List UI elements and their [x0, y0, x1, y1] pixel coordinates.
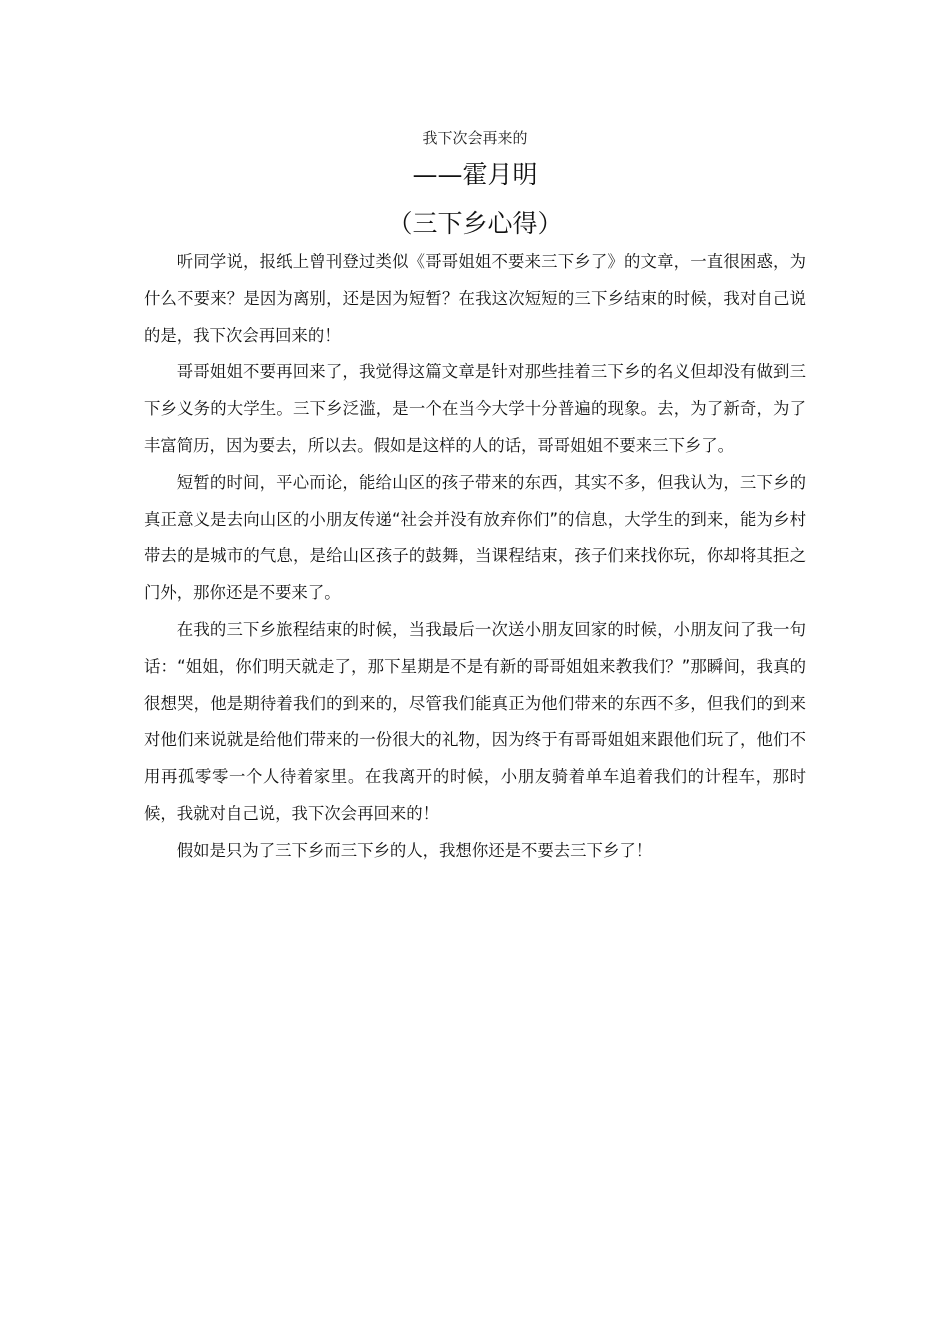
paragraph-4: 在我的三下乡旅程结束的时候，当我最后一次送小朋友回家的时候，小朋友问了我一句话：“姐姐，你们明天就走了，那下星期是不是有新的哥哥姐姐来教我们？”那瞬间，我真的很想哭，他是期待着我们的到来的，尽管我们能真正为他们带来的东西不多，但我们的到来对他们来说就是给他们带来的一份很大的礼物，因为终于有哥哥姐姐来跟他们玩了，他们不用再孤零零一个人待着家里。在我离开的时候，小朋友骑着单车追着我们的计程车，那时候，我就对自己说，我下次会再回来的！ — [144, 619, 806, 823]
paragraph-2: 哥哥姐姐不要再回来了，我觉得这篇文章是针对那些挂着三下乡的名义但却没有做到三下乡义务的大学生。三下乡泛滥，是一个在当今大学十分普遍的现象。去，为了新奇，为了丰富简历，因为要去，所以去。假如是这样的人的话，哥哥姐姐不要来三下乡了。 — [144, 362, 806, 455]
document-subtitle: （三下乡心得） — [387, 209, 563, 238]
paragraph-5: 假如是只为了三下乡而三下乡的人，我想你还是不要去三下乡了！ — [176, 840, 653, 860]
paragraph-3: 短暂的时间，平心而论，能给山区的孩子带来的东西，其实不多，但我认为，三下乡的真正意义是去向山区的小朋友传递“社会并没有放弃你们”的信息，大学生的到来，能为乡村带去的是城市的气息，是给山区孩子的鼓舞，当课程结束，孩子们来找你玩，你却将其拒之门外，那你还是不要来了。 — [144, 472, 806, 603]
paragraph-1: 听同学说，报纸上曾刊登过类似《哥哥姐姐不要来三下乡了》的文章，一直很困惑，为什么不要来？是因为离别，还是因为短暂？在我这次短短的三下乡结束的时候，我对自己说的是，我下次会再回来的！ — [144, 252, 806, 345]
document-body — [144, 244, 806, 870]
document-author: ——霍月明 — [412, 160, 538, 189]
document-title: 我下次会再来的 — [422, 129, 528, 147]
